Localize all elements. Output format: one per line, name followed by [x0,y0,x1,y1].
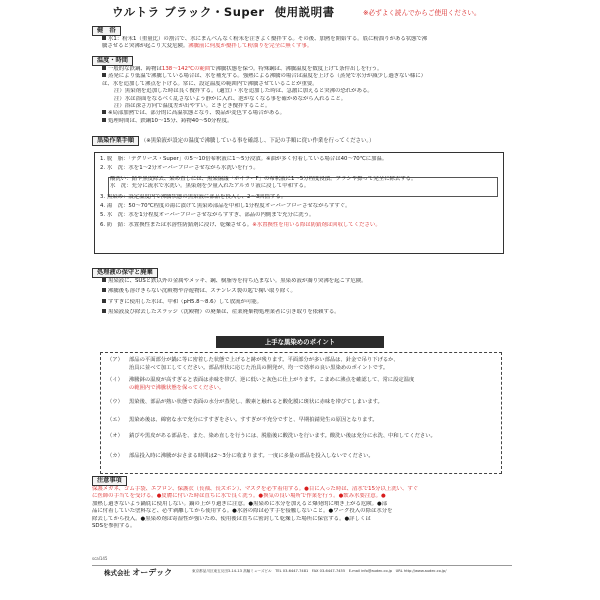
tip-item: （カ） 部品投入時に沸騰がおさまる時間は2～3分に收まります。一度に多量の部品を投入しないでください。 [107,453,374,459]
tip-item: （ウ） 黒染後、部品が熱い状態で表面の水分が蒸発し、酸素と触れると酸化膜に斑状に赤味を帯びてしまいます。 [107,399,383,405]
section-heading: 健 浴 [92,26,121,36]
bullet-icon [102,309,106,313]
step-neutralize: 水 洗：充分に流水で水洗い。黒染剤を少量入れたアルカリ液に浸して中和する。 [110,183,310,190]
step-rinse: 2. 水 洗：水を1～2分オーバーフローさせながら水洗いを行う。 [100,165,259,172]
text-line: すすぎに使用した水は、中和（pH5.8～8.6）して放流が可能。 [92,299,512,306]
bullet-icon [102,299,106,303]
tip-item: （オ） 錆びや黒皮がある部品を、また、染め直しを行うには、脱脂後に酸洗いを行います。酸洗い後は充分に水洗、中和してください。 [107,433,436,439]
text-line: 水1：粉末1（重量比）の割合で、水にまんべんなく粉末を注ぎよく攪拌する。その後、加熱を開始する。底に粉溜りがある状態で沸 [92,36,512,43]
section-heading: 黒染作業手順 [92,136,139,146]
tip-item: 治具に並べて加工してください。部品形状に応じた治具の開発が、均一で効率の良い黒染めのポイントです。 [129,365,389,371]
bullet-icon [102,288,106,292]
product-name: ウルトラ ブラック・Super [112,5,265,19]
read-notice: ※必ずよく読んでからご使用ください。 [363,9,481,17]
text-line: 黒染液及び除去したスラッジ（沈殿物）の廃棄は、産業廃棄物処理業者に引き取りを依頼する。 [92,309,512,316]
section-heading: 温度・時間 [92,56,133,66]
text-line: 注）水は浴面をなるべく乱さないよう静かに入れ、泡がなくなる事を確かめながら入れること。 [114,95,347,102]
section-kenyoku [92,26,512,51]
bullet-icon [102,36,106,40]
section-note: （※黒染液が設定の温度で沸騰している事を確認し、下記の手順に従い作業を行ってください。） [140,138,375,144]
step-degrease: 1. 脱 脂：「デグリーズ・Super」の5～10倍希釈液に1～5分浸漬。※油が多く付着している場合は40～70℃に加温。 [100,156,388,162]
section-hokan [92,268,512,317]
step-blacken: 3. 黒染め：設定温度内で沸騰状態の黒染液に部品を投入し、2～3回揺する。 [100,193,287,200]
document-title [112,4,335,20]
caution-line: に医師の手当てを受ける。●皮膚に付いた時は直ちに水で良く洗う。●換気の良い場所で作業を行う。●飲み水要注意。● [92,493,386,500]
text-line: ※局部加熱では、部分的に高温状態となり、製品が変色する場合がある。 [92,110,512,117]
bullet-icon [102,73,106,77]
text-line: は、水を追加して沸点を下げる。常に、設定温度の範囲内で沸騰させていることが重要。 [102,80,318,87]
document-subtitle: 使用説明書 [274,5,335,19]
text-line: 騰させると突沸が起こり大変危険。沸騰前に何度か攪拌して粉溜りを完全に無くす事。 [102,43,313,50]
text-line: 沸騰後も溶けきらない沈殿物や浮遊物は、ステンレス製の匙で掬い取り除く。 [92,288,512,295]
step-hot-rinse: 4. 湯 洗：50～70℃程度の湯に漬けて黒染め部品を中和し1分程度オーバーフローさせながらすすぐ。 [100,203,351,210]
warning-text: 沸騰前に何度か攪拌して粉溜りを完全に無くす事。 [188,43,313,50]
document-header [80,0,520,28]
section-chui [92,476,512,530]
step-rust-prevention: 6. 防 錆：水置換性または水溶性防錆剤に浸け、乾燥させる。※水置換性を用いる際は防錆剤は回収してください。 [100,221,381,228]
bullet-icon [102,66,106,70]
caution-line: 保護メガネ、ゴム手袋、エプロン、保護衣（長袖、長ズボン）、マスクを必ず着用する。●目に入った時は、清水で15分以上洗い、すぐ [92,486,419,492]
section-ondo [92,56,512,125]
tip-item: （エ） 黒染め後は、綿密な水で充分にすすぎをさい。すすぎが不充分ですと、早期拍錆発生の原因となります。 [107,417,378,423]
bullet-icon [102,118,106,122]
bullet-icon [102,278,106,282]
tip-item: の範囲内で沸騰状態を保ってください。 [129,385,225,391]
step-acid-wash: 酸洗い：錆や黒皮除去、染め直しには、黒染協議「ホイラーF」の希釈液に1～5分程度浸漬。ブラシや擦って完全に除去する。 [110,175,417,182]
text-line: 注）黒染剤を追加した時は良く攪拌する。（適宜）・水を追加した時は、急激に加えると突沸の恐れがある。 [114,88,373,95]
tips-box [100,352,502,474]
text-line: 黒染液に、SUSと鉄以外の金属やメッキ、鋼、樹脂等を持ち込まない。黒染め液が濁り突沸を起こす危険。 [92,278,512,285]
instruction-document [80,0,520,600]
caution-line: 除去してから投入。●黒染め剤は寄湿性が強いため、使用後は直ちに密封して乾燥した場所に保管する。●詳しくは [92,515,371,522]
caution-line: 品に付着していた塗料など、必ず剥離してから使用する。●水溶の際は必ず手を接触しないこと。●ワーク投入の際は水分を [92,508,393,515]
bullet-icon [102,110,106,114]
text-line: 処理時間は、鉄鋼10～15分、鋳物40～50分程度。 [92,118,512,125]
text-line: 一般的な鉄鋼、鋳物は138～142℃の範囲で沸騰状態を保つ。特殊鋼は、沸騰温度を数度上げて条件出しを行う。 [92,66,512,73]
document-code: scal145 [92,556,108,561]
caution-line: SDSを参照する。 [92,523,136,530]
steps-list [100,156,512,229]
tips-title: 上手な黒染めのポイント [216,336,384,348]
company-address: 東京都品川区東五反田3-14-13 高輪ミューズビル TEL 03-6447-7481 FAX 03-6447-7455 E-mail info@audec.co.jp URL http://www.audec.co.jp/ [192,569,447,573]
caution-line: 加熱し過ぎないよう鍋底に使用しない。鍋の上がり過ぎに注意。●黒染めに水分を加えると爆発的に噴き上がる危険。●部 [92,500,388,507]
step-final-rinse: 5. 水 洗：水を1分程度オーバーフローさせながらすすぎ、部品の内側まで充分に洗う。 [100,212,315,219]
section-heading: 注意事項 [92,476,127,486]
text-line: 蒸発により低温で沸騰している場合は、水を補充する。強熱による沸騰の場合は温度を上げる（蒸発で水分が減少し過ぎない様に） [92,73,512,80]
section-heading: 処理液の保守と廃棄 [92,268,158,278]
section-sagyo [92,136,512,146]
tip-item: （イ） 沸騰鉢の温度が高すぎると表面は赤味を帯び、逆に低いと灰色に仕上がります。こまめに沸点を確認して、常に設定温度 [107,377,415,383]
tip-item: （ア） 部品の平面部分が鍋に等に密着した状態で上げると跡が残ります。平面部分が多い部品は、針金で吊り下げるか、 [107,357,399,363]
text-line: 注）浴は深さ方向で温度差が出やすい。ときどき攪拌すること。 [114,103,271,110]
company-name: 株式会社 オーデック [104,568,173,577]
footer-divider [92,565,512,566]
